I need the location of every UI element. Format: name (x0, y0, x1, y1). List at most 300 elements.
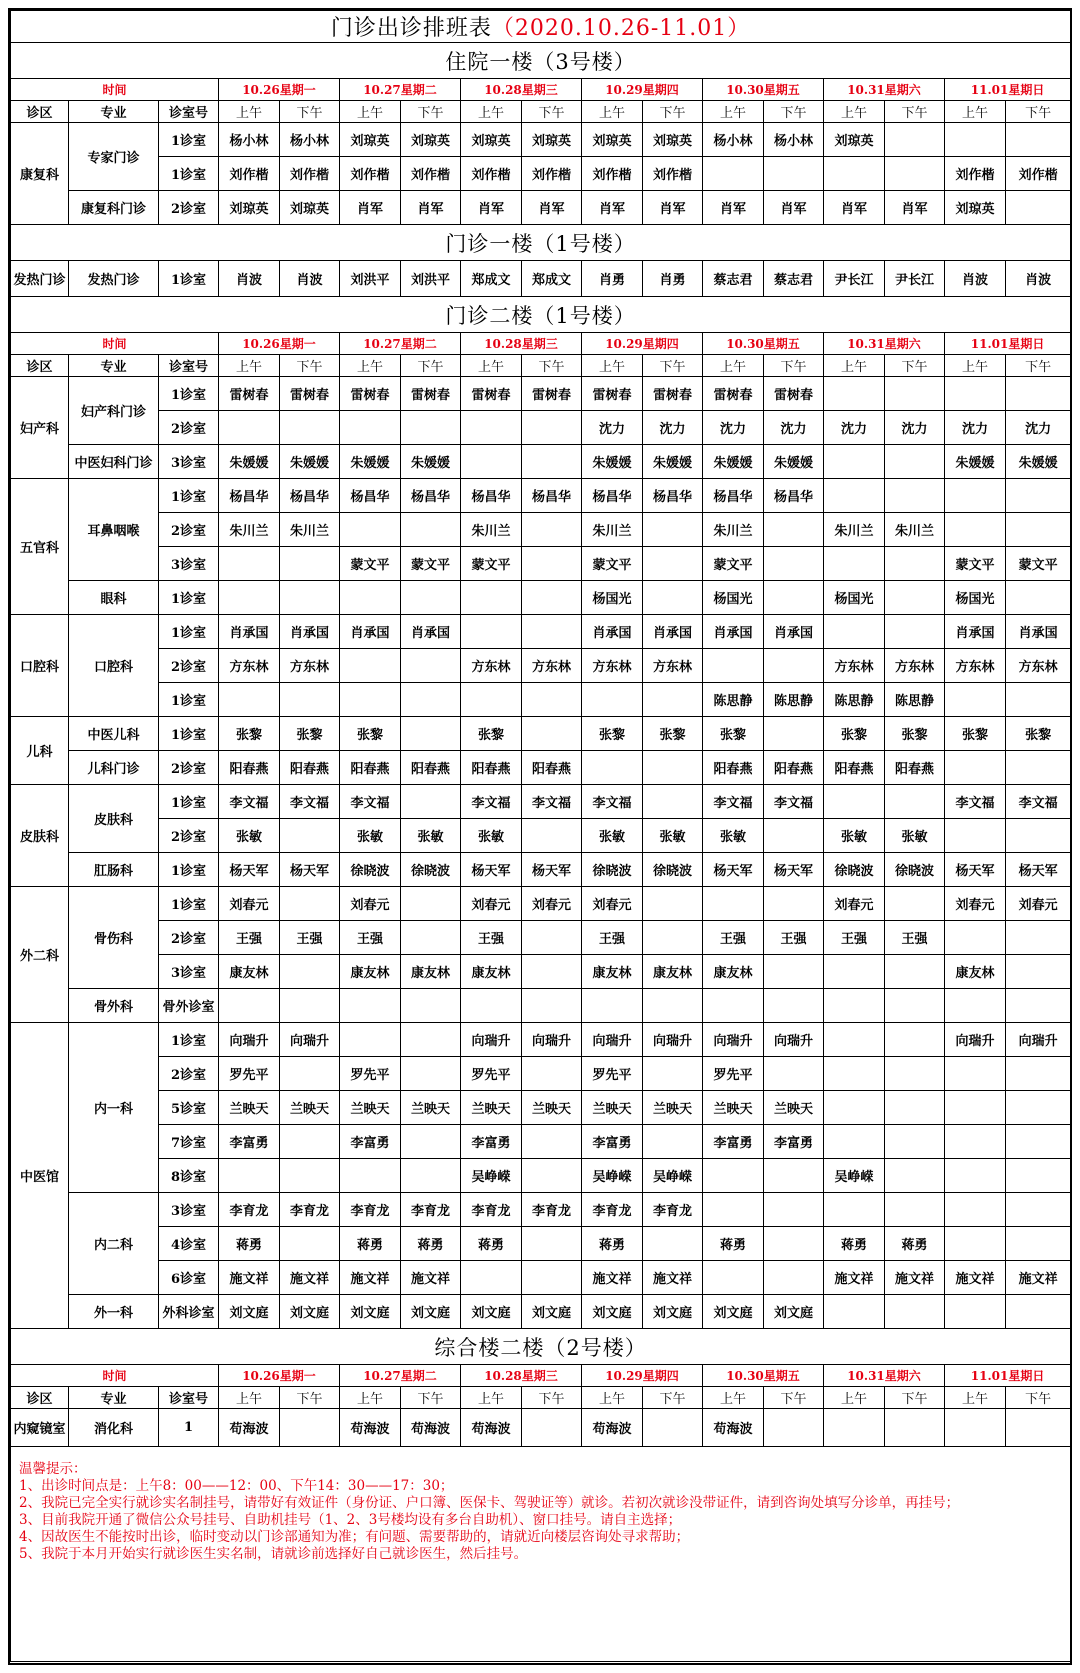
room-cell: 3诊室 (159, 955, 219, 989)
doctor-cell (764, 819, 824, 853)
section-title: 综合楼二楼（2号楼） (11, 1329, 1071, 1365)
doctor-cell: 蒋勇 (703, 1227, 764, 1261)
doctor-cell: 肖军 (703, 191, 764, 225)
doctor-cell: 肖军 (340, 191, 401, 225)
pm-header: 下午 (280, 355, 340, 377)
doctor-cell: 李文福 (582, 785, 643, 819)
doctor-cell: 李文福 (461, 785, 522, 819)
doctor-cell: 杨天军 (1006, 853, 1071, 887)
doctor-cell: 刘作楷 (522, 157, 582, 191)
day-header: 10.31星期六 (824, 333, 945, 355)
doctor-cell (1006, 479, 1071, 513)
title-main: 门诊出诊排班表 (330, 16, 492, 41)
doctor-cell (401, 649, 461, 683)
doctor-cell: 苟海波 (340, 1409, 401, 1447)
doctor-cell (885, 785, 945, 819)
doctor-cell (1006, 581, 1071, 615)
room-header: 诊室号 (159, 101, 219, 123)
doctor-cell: 蒙文平 (340, 547, 401, 581)
doctor-cell: 刘春元 (219, 887, 280, 921)
doctor-cell (885, 479, 945, 513)
doctor-cell (340, 989, 401, 1023)
doctor-cell: 郑成文 (461, 261, 522, 297)
doctor-cell: 方东林 (461, 649, 522, 683)
doctor-cell: 刘文庭 (461, 1295, 522, 1329)
doctor-cell: 尹长江 (824, 261, 885, 297)
pm-header: 下午 (522, 1387, 582, 1409)
doctor-cell (885, 1125, 945, 1159)
pm-header: 下午 (764, 101, 824, 123)
doctor-cell: 雷树春 (219, 377, 280, 411)
doctor-cell: 李育龙 (219, 1193, 280, 1227)
doctor-cell (461, 581, 522, 615)
pm-header: 下午 (522, 355, 582, 377)
doctor-cell (219, 411, 280, 445)
day-header: 10.27星期二 (340, 333, 461, 355)
doctor-cell: 杨天军 (461, 853, 522, 887)
doctor-cell: 向瑞升 (643, 1023, 703, 1057)
zone-cell: 发热门诊 (11, 261, 69, 297)
doctor-cell: 罗先平 (461, 1057, 522, 1091)
room-cell: 3诊室 (159, 547, 219, 581)
doctor-cell (885, 1091, 945, 1125)
doctor-cell: 罗先平 (703, 1057, 764, 1091)
section-title: 门诊一楼（1号楼） (11, 225, 1071, 261)
specialty-cell: 肛肠科 (69, 853, 159, 887)
doctor-cell (522, 819, 582, 853)
day-header: 10.30星期五 (703, 1365, 824, 1387)
doctor-cell: 刘琼英 (219, 191, 280, 225)
doctor-cell (764, 887, 824, 921)
doctor-cell: 沈力 (703, 411, 764, 445)
notes-item: 3、目前我院开通了微信公众号挂号、自助机挂号（1、2、3号楼均设有多台自助机）、窗口挂号。请自主选择； (19, 1512, 682, 1528)
doctor-cell: 朱媛媛 (340, 445, 401, 479)
doctor-cell: 张黎 (643, 717, 703, 751)
doctor-cell: 李文福 (219, 785, 280, 819)
doctor-cell: 蒋勇 (461, 1227, 522, 1261)
doctor-cell: 肖承国 (280, 615, 340, 649)
doctor-cell: 张黎 (885, 717, 945, 751)
doctor-cell: 蒙文平 (401, 547, 461, 581)
doctor-cell: 刘琼英 (643, 123, 703, 157)
room-cell: 1诊室 (159, 615, 219, 649)
doctor-cell: 康友林 (582, 955, 643, 989)
am-header: 上午 (945, 355, 1006, 377)
doctor-cell (1006, 955, 1071, 989)
doctor-cell (522, 1125, 582, 1159)
zone-cell: 外二科 (11, 887, 69, 1023)
day-header: 10.28星期三 (461, 79, 582, 101)
doctor-cell (643, 785, 703, 819)
doctor-cell (1006, 513, 1071, 547)
zone-cell: 五官科 (11, 479, 69, 615)
specialty-cell: 外一科 (69, 1295, 159, 1329)
doctor-cell (340, 1023, 401, 1057)
doctor-cell: 蔡志君 (764, 261, 824, 297)
doctor-cell: 雷树春 (703, 377, 764, 411)
doctor-cell (401, 1023, 461, 1057)
doctor-cell: 肖承国 (340, 615, 401, 649)
pm-header: 下午 (401, 1387, 461, 1409)
doctor-cell: 蒋勇 (885, 1227, 945, 1261)
doctor-cell (824, 479, 885, 513)
doctor-cell: 沈力 (643, 411, 703, 445)
doctor-cell: 朱川兰 (885, 513, 945, 547)
doctor-cell (582, 751, 643, 785)
doctor-cell: 李育龙 (461, 1193, 522, 1227)
doctor-cell (219, 683, 280, 717)
doctor-cell (703, 1159, 764, 1193)
room-cell: 4诊室 (159, 1227, 219, 1261)
day-header: 11.01星期日 (945, 333, 1071, 355)
doctor-cell: 雷树春 (582, 377, 643, 411)
time-header: 时间 (11, 333, 219, 355)
doctor-cell (522, 1159, 582, 1193)
doctor-cell: 方东林 (885, 649, 945, 683)
doctor-cell: 苟海波 (703, 1409, 764, 1447)
room-cell: 2诊室 (159, 921, 219, 955)
doctor-cell: 雷树春 (643, 377, 703, 411)
doctor-cell: 向瑞升 (703, 1023, 764, 1057)
doctor-cell: 杨昌华 (401, 479, 461, 513)
doctor-cell: 吴峥嵘 (582, 1159, 643, 1193)
doctor-cell: 阳春燕 (219, 751, 280, 785)
doctor-cell: 康友林 (945, 955, 1006, 989)
zone-cell: 内窥镜室 (11, 1409, 69, 1447)
doctor-cell: 向瑞升 (461, 1023, 522, 1057)
zone-cell: 儿科 (11, 717, 69, 785)
doctor-cell (885, 1159, 945, 1193)
doctor-cell: 康友林 (703, 955, 764, 989)
doctor-cell: 阳春燕 (340, 751, 401, 785)
doctor-cell: 肖波 (219, 261, 280, 297)
doctor-cell (824, 989, 885, 1023)
zone-header: 诊区 (11, 355, 69, 377)
day-header: 10.26星期一 (219, 333, 340, 355)
doctor-cell (219, 581, 280, 615)
doctor-cell: 朱媛媛 (1006, 445, 1071, 479)
doctor-cell (764, 157, 824, 191)
doctor-cell: 杨昌华 (280, 479, 340, 513)
doctor-cell: 杨国光 (703, 581, 764, 615)
doctor-cell (945, 819, 1006, 853)
doctor-cell: 肖军 (764, 191, 824, 225)
doctor-cell: 雷树春 (280, 377, 340, 411)
doctor-cell (1006, 1159, 1071, 1193)
doctor-cell: 刘作楷 (1006, 157, 1071, 191)
specialty-cell: 眼科 (69, 581, 159, 615)
doctor-cell: 李富勇 (340, 1125, 401, 1159)
pm-header: 下午 (764, 1387, 824, 1409)
doctor-cell (522, 615, 582, 649)
doctor-cell (764, 1409, 824, 1447)
doctor-cell (219, 989, 280, 1023)
doctor-cell: 徐晓波 (401, 853, 461, 887)
doctor-cell: 刘文庭 (643, 1295, 703, 1329)
doctor-cell (522, 1261, 582, 1295)
doctor-cell (764, 1159, 824, 1193)
day-header: 10.29星期四 (582, 1365, 703, 1387)
doctor-cell (945, 1193, 1006, 1227)
doctor-cell: 刘作楷 (461, 157, 522, 191)
pm-header: 下午 (643, 355, 703, 377)
doctor-cell (885, 123, 945, 157)
doctor-cell (522, 547, 582, 581)
doctor-cell: 肖承国 (582, 615, 643, 649)
doctor-cell: 兰映天 (643, 1091, 703, 1125)
doctor-cell (764, 581, 824, 615)
doctor-cell: 朱川兰 (582, 513, 643, 547)
doctor-cell (764, 955, 824, 989)
doctor-cell: 李育龙 (643, 1193, 703, 1227)
doctor-cell: 向瑞升 (764, 1023, 824, 1057)
room-cell: 2诊室 (159, 513, 219, 547)
doctor-cell: 刘文庭 (219, 1295, 280, 1329)
zone-cell: 中医馆 (11, 1023, 69, 1329)
doctor-cell: 陈思静 (764, 683, 824, 717)
doctor-cell (945, 1125, 1006, 1159)
doctor-cell: 刘琼英 (582, 123, 643, 157)
doctor-cell (824, 1057, 885, 1091)
doctor-cell (643, 887, 703, 921)
doctor-cell: 沈力 (582, 411, 643, 445)
doctor-cell (824, 1409, 885, 1447)
doctor-cell: 刘文庭 (340, 1295, 401, 1329)
doctor-cell: 刘文庭 (764, 1295, 824, 1329)
doctor-cell: 朱媛媛 (280, 445, 340, 479)
doctor-cell (703, 1261, 764, 1295)
doctor-cell (824, 377, 885, 411)
doctor-cell: 朱川兰 (461, 513, 522, 547)
doctor-cell (643, 683, 703, 717)
doctor-cell (885, 377, 945, 411)
doctor-cell: 杨昌华 (643, 479, 703, 513)
doctor-cell (643, 751, 703, 785)
doctor-cell: 兰映天 (703, 1091, 764, 1125)
doctor-cell (461, 683, 522, 717)
doctor-cell: 张黎 (461, 717, 522, 751)
am-header: 上午 (340, 101, 401, 123)
am-header: 上午 (340, 1387, 401, 1409)
pm-header: 下午 (1006, 101, 1071, 123)
doctor-cell (461, 989, 522, 1023)
doctor-cell: 杨小林 (219, 123, 280, 157)
day-header: 10.30星期五 (703, 79, 824, 101)
day-header: 10.29星期四 (582, 79, 703, 101)
doctor-cell: 蒙文平 (945, 547, 1006, 581)
doctor-cell (1006, 1057, 1071, 1091)
doctor-cell: 张黎 (340, 717, 401, 751)
doctor-cell (764, 1193, 824, 1227)
doctor-cell: 康友林 (340, 955, 401, 989)
doctor-cell (1006, 1125, 1071, 1159)
doctor-cell (1006, 751, 1071, 785)
doctor-cell (401, 887, 461, 921)
doctor-cell (764, 1057, 824, 1091)
doctor-cell (885, 547, 945, 581)
doctor-cell (945, 1091, 1006, 1125)
doctor-cell (824, 1091, 885, 1125)
am-header: 上午 (461, 101, 522, 123)
am-header: 上午 (582, 355, 643, 377)
doctor-cell: 康友林 (219, 955, 280, 989)
doctor-cell: 刘春元 (461, 887, 522, 921)
am-header: 上午 (703, 355, 764, 377)
doctor-cell (643, 921, 703, 955)
pm-header: 下午 (764, 355, 824, 377)
doctor-cell: 王强 (824, 921, 885, 955)
doctor-cell (1006, 1409, 1071, 1447)
doctor-cell: 王强 (764, 921, 824, 955)
doctor-cell: 李育龙 (582, 1193, 643, 1227)
doctor-cell: 刘琼英 (945, 191, 1006, 225)
doctor-cell (824, 1193, 885, 1227)
doctor-cell: 蒙文平 (582, 547, 643, 581)
doctor-cell (945, 989, 1006, 1023)
doctor-cell (643, 989, 703, 1023)
doctor-cell: 朱媛媛 (219, 445, 280, 479)
doctor-cell (280, 1057, 340, 1091)
doctor-cell (885, 581, 945, 615)
doctor-cell: 肖军 (582, 191, 643, 225)
doctor-cell: 杨小林 (764, 123, 824, 157)
doctor-cell: 沈力 (764, 411, 824, 445)
doctor-cell: 肖勇 (582, 261, 643, 297)
doctor-cell (945, 1159, 1006, 1193)
notes-heading: 温馨提示： (19, 1461, 87, 1477)
doctor-cell (280, 547, 340, 581)
doctor-cell: 张敏 (461, 819, 522, 853)
doctor-cell: 肖军 (824, 191, 885, 225)
doctor-cell (340, 683, 401, 717)
doctor-cell: 张敏 (582, 819, 643, 853)
doctor-cell (1006, 1227, 1071, 1261)
doctor-cell (945, 1295, 1006, 1329)
doctor-cell (461, 445, 522, 479)
doctor-cell: 张黎 (219, 717, 280, 751)
doctor-cell: 徐晓波 (824, 853, 885, 887)
room-cell: 1诊室 (159, 479, 219, 513)
doctor-cell (401, 1057, 461, 1091)
doctor-cell: 肖承国 (401, 615, 461, 649)
doctor-cell: 方东林 (582, 649, 643, 683)
doctor-cell (401, 921, 461, 955)
doctor-cell (1006, 1091, 1071, 1125)
doctor-cell: 徐晓波 (582, 853, 643, 887)
doctor-cell (401, 1125, 461, 1159)
doctor-cell: 向瑞升 (945, 1023, 1006, 1057)
am-header: 上午 (945, 101, 1006, 123)
doctor-cell: 肖承国 (219, 615, 280, 649)
doctor-cell (1006, 377, 1071, 411)
doctor-cell: 王强 (703, 921, 764, 955)
day-header: 10.26星期一 (219, 1365, 340, 1387)
doctor-cell: 苟海波 (582, 1409, 643, 1447)
doctor-cell: 兰映天 (280, 1091, 340, 1125)
doctor-cell: 刘琼英 (280, 191, 340, 225)
doctor-cell: 肖承国 (703, 615, 764, 649)
room-cell: 1诊室 (159, 157, 219, 191)
doctor-cell: 罗先平 (219, 1057, 280, 1091)
doctor-cell: 刘春元 (522, 887, 582, 921)
doctor-cell: 肖波 (1006, 261, 1071, 297)
day-header: 10.29星期四 (582, 333, 703, 355)
zone-cell: 妇产科 (11, 377, 69, 479)
pm-header: 下午 (280, 101, 340, 123)
doctor-cell: 朱媛媛 (703, 445, 764, 479)
doctor-cell (280, 581, 340, 615)
doctor-cell: 徐晓波 (340, 853, 401, 887)
doctor-cell (945, 1409, 1006, 1447)
doctor-cell: 蔡志君 (703, 261, 764, 297)
doctor-cell (824, 615, 885, 649)
doctor-cell (401, 411, 461, 445)
doctor-cell (885, 157, 945, 191)
doctor-cell (522, 581, 582, 615)
doctor-cell: 刘文庭 (280, 1295, 340, 1329)
doctor-cell (945, 1227, 1006, 1261)
doctor-cell: 张敏 (703, 819, 764, 853)
time-header: 时间 (11, 1365, 219, 1387)
doctor-cell (340, 649, 401, 683)
doctor-cell: 杨天军 (703, 853, 764, 887)
doctor-cell: 刘作楷 (945, 157, 1006, 191)
doctor-cell: 张黎 (703, 717, 764, 751)
doctor-cell (764, 513, 824, 547)
pm-header: 下午 (401, 101, 461, 123)
doctor-cell (340, 411, 401, 445)
doctor-cell: 尹长江 (885, 261, 945, 297)
doctor-cell: 刘琼英 (461, 123, 522, 157)
doctor-cell: 施文祥 (582, 1261, 643, 1295)
doctor-cell: 阳春燕 (824, 751, 885, 785)
doctor-cell: 刘洪平 (401, 261, 461, 297)
doctor-cell: 阳春燕 (764, 751, 824, 785)
doctor-cell (461, 615, 522, 649)
doctor-cell (280, 955, 340, 989)
section-title: 住院一楼（3号楼） (11, 43, 1071, 79)
room-cell: 1诊室 (159, 683, 219, 717)
doctor-cell: 施文祥 (824, 1261, 885, 1295)
doctor-cell: 刘作楷 (280, 157, 340, 191)
doctor-cell: 施文祥 (280, 1261, 340, 1295)
doctor-cell (522, 411, 582, 445)
doctor-cell: 李育龙 (340, 1193, 401, 1227)
am-header: 上午 (703, 101, 764, 123)
doctor-cell: 罗先平 (340, 1057, 401, 1091)
doctor-cell: 刘作楷 (401, 157, 461, 191)
doctor-cell (219, 1159, 280, 1193)
doctor-cell: 杨国光 (824, 581, 885, 615)
doctor-cell: 刘作楷 (582, 157, 643, 191)
doctor-cell: 李富勇 (703, 1125, 764, 1159)
room-cell: 2诊室 (159, 649, 219, 683)
pm-header: 下午 (885, 355, 945, 377)
doctor-cell: 兰映天 (401, 1091, 461, 1125)
doctor-cell: 肖军 (461, 191, 522, 225)
doctor-cell (703, 887, 764, 921)
doctor-cell (522, 921, 582, 955)
specialty-cell: 消化科 (69, 1409, 159, 1447)
doctor-cell: 朱川兰 (280, 513, 340, 547)
doctor-cell (340, 581, 401, 615)
doctor-cell: 刘春元 (824, 887, 885, 921)
doctor-cell: 沈力 (824, 411, 885, 445)
doctor-cell (401, 513, 461, 547)
doctor-cell (703, 157, 764, 191)
doctor-cell: 刘春元 (945, 887, 1006, 921)
doctor-cell: 张敏 (885, 819, 945, 853)
